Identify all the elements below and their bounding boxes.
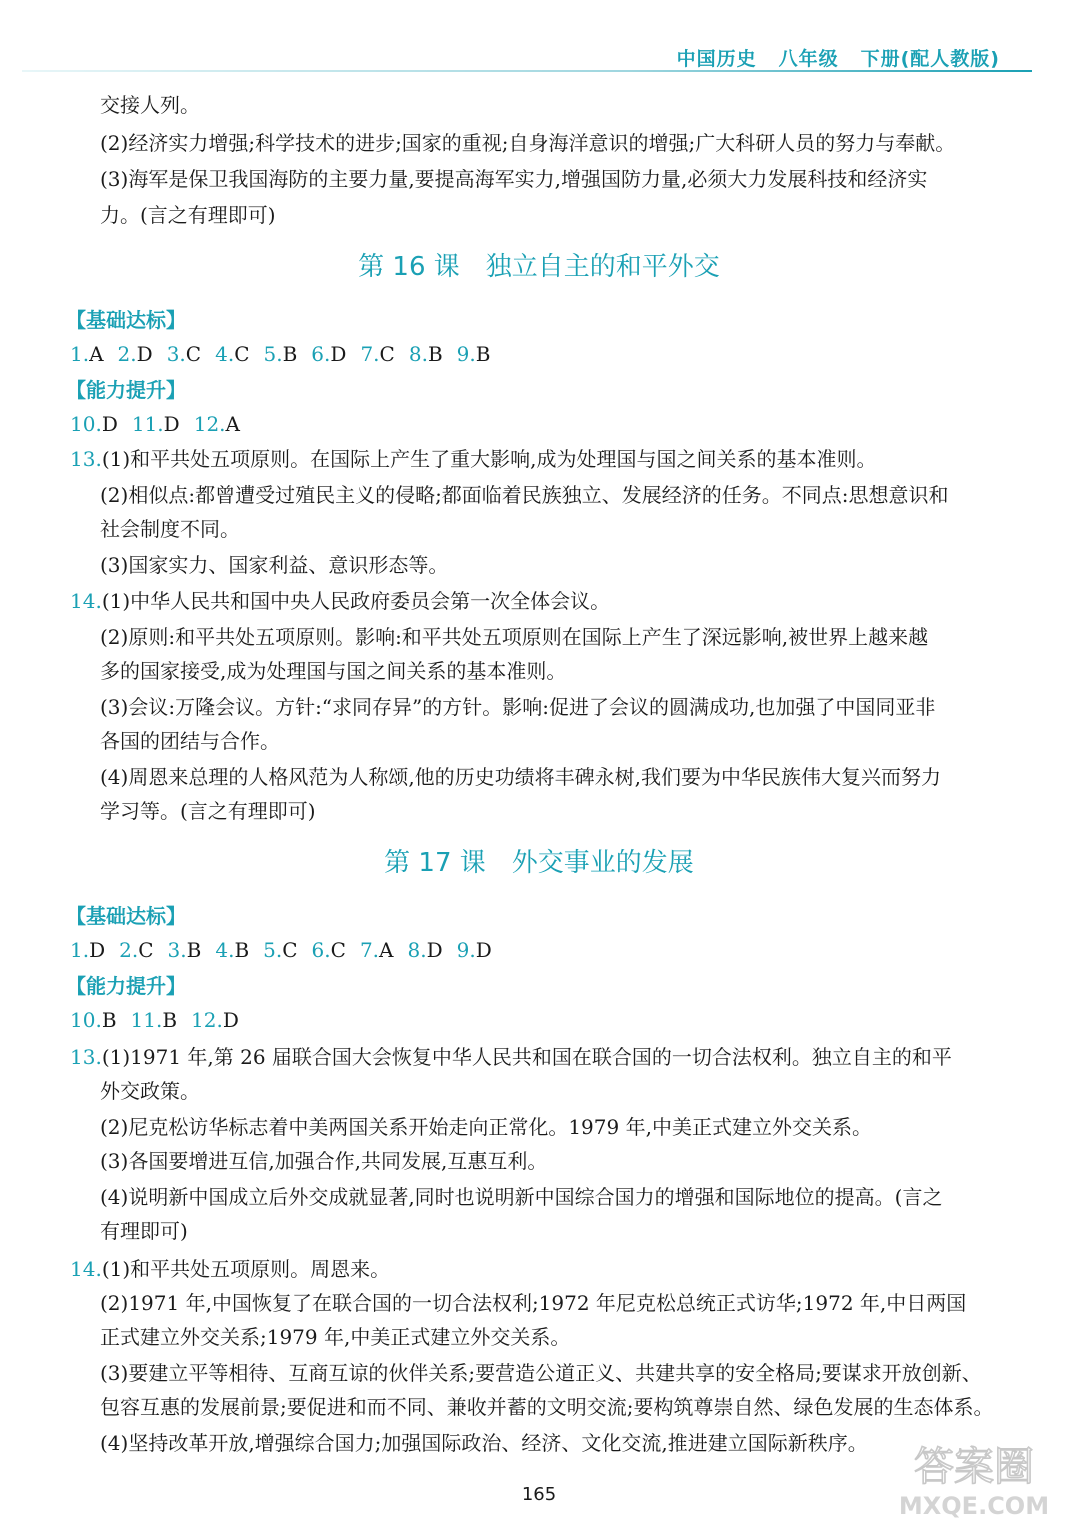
lesson-16-basic-answer-7: 7.C (360, 342, 395, 366)
lesson-17-q13-line-6: 有理即可) (100, 1219, 188, 1243)
carry-line-4: 力。(言之有理即可) (100, 203, 276, 227)
lesson-16-ability-answer-1: 10.D (70, 412, 118, 436)
lesson-17-q13-line-3: (2)尼克松访华标志着中美两国关系开始走向正常化。1979 年,中美正式建立外交关系。 (100, 1115, 872, 1139)
header-volume: 下册(配人教版) (860, 48, 1000, 70)
lesson-17-q14-line-2: (2)1971 年,中国恢复了在联合国的一切合法权利;1972 年尼克松总统正式访华;1972 年,中日两国 (100, 1291, 967, 1315)
lesson-17-q14-line-6: (4)坚持改革开放,增强综合国力;加强国际政治、经济、文化交流,推进建立国际新秩序。 (100, 1431, 868, 1455)
carry-line-1: 交接人列。 (100, 93, 200, 117)
lesson-16-q14-line-1: 14.(1)中华人民共和国中央人民政府委员会第一次全体会议。 (70, 589, 611, 613)
lesson-17-number: 第 17 课 (384, 848, 486, 878)
lesson-17-ability-answer-3: 12.D (191, 1008, 239, 1032)
lesson-16-basic-answer-9: 9.B (456, 342, 491, 366)
lesson-17-q13-line-4: (3)各国要增进互信,加强合作,共同发展,互惠互利。 (100, 1149, 548, 1173)
lesson-16-ability-answer-2: 11.D (131, 412, 180, 436)
lesson-17-title: 外交事业的发展 (511, 848, 694, 878)
carry-line-2: (2)经济实力增强;科学技术的进步;国家的重视;自身海洋意识的增强;广大科研人员的努力与奉献。 (100, 131, 956, 155)
lesson-16-basic-answer-6: 6.D (311, 342, 347, 366)
lesson-17-basic-answer-7: 7.A (359, 938, 394, 962)
lesson-17-ability-label: 【能力提升】 (66, 974, 186, 998)
lesson-16-q13-line-4: (3)国家实力、国家利益、意识形态等。 (100, 553, 449, 577)
lesson-17-basic-answers (70, 933, 506, 967)
lesson-16-ability-answers (70, 407, 254, 441)
lesson-16-basic-answer-8: 8.B (408, 342, 443, 366)
lesson-16-basic-answer-4: 4.C (215, 342, 250, 366)
lesson-17-q14-line-3: 正式建立外交关系;1979 年,中美正式建立外交关系。 (100, 1325, 571, 1349)
lesson-17-basic-answer-9: 9.D (456, 938, 492, 962)
lesson-16-heading (0, 247, 1078, 287)
lesson-16-q14-line-5: 各国的团结与合作。 (100, 729, 280, 753)
lesson-17-ability-answer-2: 11.B (130, 1008, 178, 1032)
lesson-16-basic-answers (70, 337, 504, 371)
lesson-16-basic-label: 【基础达标】 (66, 308, 186, 332)
lesson-16-basic-answer-1: 1.A (70, 342, 104, 366)
lesson-16-q14-line-4: (3)会议:万隆会议。方针:“求同存异”的方针。影响:促进了会议的圆满成功,也加强了中国同亚非 (100, 695, 936, 719)
lesson-17-q14-line-1: 14.(1)和平共处五项原则。周恩来。 (70, 1257, 391, 1281)
watermark-logo (884, 1432, 1064, 1522)
lesson-17-basic-answer-6: 6.C (311, 938, 346, 962)
header-grade: 八年级 (778, 48, 839, 70)
lesson-17-heading (0, 843, 1078, 883)
lesson-16-ability-answer-3: 12.A (193, 412, 240, 436)
lesson-16-basic-answer-3: 3.C (166, 342, 202, 366)
page-header (655, 44, 1000, 71)
carry-line-3: (3)海军是保卫我国海防的主要力量,要提高海军实力,增强国防力量,必须大力发展科技和经济实 (100, 167, 928, 191)
lesson-17-q13-line-1: 13.(1)1971 年,第 26 届联合国大会恢复中华人民共和国在联合国的一切合法权利。独立自主的和平 (70, 1045, 952, 1069)
lesson-17-basic-answer-8: 8.D (407, 938, 443, 962)
lesson-16-number: 第 16 课 (358, 252, 460, 282)
lesson-16-q14-line-6: (4)周恩来总理的人格风范为人称颂,他的历史功绩将丰碑永树,我们要为中华民族伟大复兴而努力 (100, 765, 942, 789)
lesson-16-q14-line-7: 学习等。(言之有理即可) (100, 799, 316, 823)
watermark-text-2: MXQE.COM (898, 1492, 1050, 1520)
lesson-17-q14-line-4: (3)要建立平等相待、互商互谅的伙伴关系;要营造公道正义、共建共享的安全格局;要谋求开放创新、 (100, 1361, 982, 1385)
lesson-16-q13-line-2: (2)相似点:都曾遭受过殖民主义的侵略;都面临着民族独立、发展经济的任务。不同点:思想意识和 (100, 483, 949, 507)
lesson-17-basic-answer-4: 4.B (215, 938, 250, 962)
lesson-16-q13-line-1: 13.(1)和平共处五项原则。在国际上产生了重大影响,成为处理国与国之间关系的基本准则。 (70, 447, 877, 471)
lesson-17-q13-line-5: (4)说明新中国成立后外交成就显著,同时也说明新中国综合国力的增强和国际地位的提高。(言之 (100, 1185, 943, 1209)
lesson-17-basic-label: 【基础达标】 (66, 904, 186, 928)
watermark-text-1: 答案圈 (914, 1444, 1034, 1490)
lesson-16-ability-label: 【能力提升】 (66, 378, 186, 402)
page-number: 165 (521, 1484, 557, 1505)
lesson-17-basic-answer-2: 2.C (119, 938, 154, 962)
lesson-16-q14-line-2: (2)原则:和平共处五项原则。影响:和平共处五项原则在国际上产生了深远影响,被世界上越来越 (100, 625, 929, 649)
lesson-17-basic-answer-1: 1.D (70, 938, 106, 962)
lesson-17-q13-line-2: 外交政策。 (100, 1079, 200, 1103)
lesson-17-ability-answer-1: 10.B (70, 1008, 117, 1032)
lesson-17-q14-line-5: 包容互惠的发展前景;要促进和而不同、兼收并蓄的文明交流;要构筑尊崇自然、绿色发展的生态体系。 (100, 1395, 994, 1419)
lesson-16-basic-answer-5: 5.B (263, 342, 298, 366)
lesson-17-basic-answer-3: 3.B (167, 938, 202, 962)
lesson-17-ability-answers (70, 1003, 253, 1037)
lesson-16-basic-answer-2: 2.D (117, 342, 153, 366)
lesson-16-title: 独立自主的和平外交 (485, 252, 720, 282)
header-rule (22, 70, 1032, 72)
lesson-16-q14-line-3: 多的国家接受,成为处理国与国之间关系的基本准则。 (100, 659, 567, 683)
lesson-16-q13-line-3: 社会制度不同。 (100, 517, 240, 541)
lesson-17-basic-answer-5: 5.C (263, 938, 298, 962)
header-subject: 中国历史 (676, 48, 757, 70)
